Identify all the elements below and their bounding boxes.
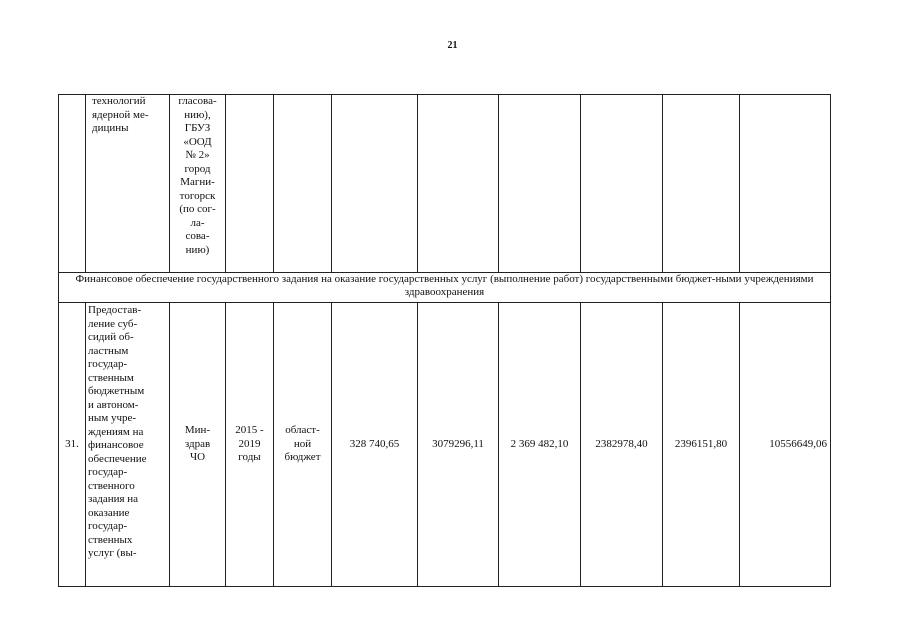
executor-line: ЧО [189, 451, 206, 464]
program-table [58, 94, 831, 587]
name-line: ственного [88, 479, 135, 492]
amount-cell: 2396151,80 [663, 303, 740, 587]
executor-line: ла- [190, 216, 205, 229]
amount-cell [332, 95, 418, 273]
period-line: 2015 - [235, 424, 264, 437]
name-line: государ- [88, 358, 128, 370]
executor-cell [170, 303, 226, 587]
measure-name-cell [86, 95, 170, 273]
amount-cell: 2 369 482,10 [499, 303, 581, 587]
source-line: бюджет [284, 451, 321, 464]
name-line: услуг (вы- [88, 547, 137, 559]
table-row [59, 303, 831, 587]
section-header-row [59, 273, 831, 303]
amount-cell [663, 95, 740, 273]
amount-cell: 328 740,65 [332, 303, 418, 587]
period-line: 2019 [238, 437, 261, 450]
name-line: ластным [88, 344, 129, 357]
amount-total-cell: 10556649,06 [740, 303, 831, 587]
name-line: технологий [92, 95, 146, 107]
executor-line: нию) [185, 243, 210, 256]
executor-line: здрав [184, 437, 211, 450]
name-line: финансовое [88, 439, 144, 451]
source-line: област- [285, 424, 320, 437]
amount-cell [499, 95, 581, 273]
source-line: ной [293, 437, 312, 450]
name-line: дицины [92, 122, 129, 134]
row-number: 31. [59, 303, 86, 587]
name-line: бюджетным [88, 385, 145, 397]
executor-line: тогорск [179, 189, 216, 202]
name-line: ядерной ме- [92, 108, 149, 121]
executor-line: (по сог- [179, 203, 216, 215]
name-line: государ- [88, 466, 128, 478]
section-header: Финансовое обеспечение государственного задания на оказание государственных услуг (выполнение работ) государственными бюджет-ными учреждениями здравоохранения [59, 273, 831, 303]
amount-cell: 2382978,40 [581, 303, 663, 587]
amount-cell [581, 95, 663, 273]
executor-line: № 2» [185, 149, 210, 161]
name-line: ственных [88, 533, 133, 546]
name-line: оказание [88, 506, 130, 519]
name-line: ление суб- [88, 317, 138, 330]
name-line: государ- [88, 520, 128, 532]
executor-line: город [184, 162, 211, 175]
measure-name-cell [86, 303, 170, 587]
period-cell [226, 303, 274, 587]
executor-line: сова- [185, 230, 210, 242]
executor-line: Магни- [180, 176, 215, 188]
name-line: ным учре- [88, 412, 137, 424]
executor-line: нию), [184, 108, 211, 121]
name-line: задания на [88, 493, 139, 505]
amount-cell [418, 95, 499, 273]
continuation-row [59, 95, 831, 273]
name-line: Предостав- [88, 304, 142, 316]
executor-line: Мин- [184, 424, 211, 437]
source-cell [274, 303, 332, 587]
amount-cell: 3079296,11 [418, 303, 499, 587]
period-line: годы [238, 451, 261, 464]
executor-cell [170, 95, 226, 273]
name-line: сидий об- [88, 331, 134, 343]
name-line: ственным [88, 371, 134, 384]
name-line: ждениям на [88, 425, 144, 438]
number-cell [59, 95, 86, 273]
executor-line: «ООД [183, 135, 212, 148]
page-number: 21 [447, 40, 458, 51]
name-line: обеспечение [88, 452, 147, 465]
amount-cell [740, 95, 831, 273]
name-line: и автоном- [88, 398, 139, 411]
executor-line: гласова- [178, 95, 217, 107]
period-cell [226, 95, 274, 273]
source-cell [274, 95, 332, 273]
executor-line: ГБУЗ [184, 122, 211, 134]
